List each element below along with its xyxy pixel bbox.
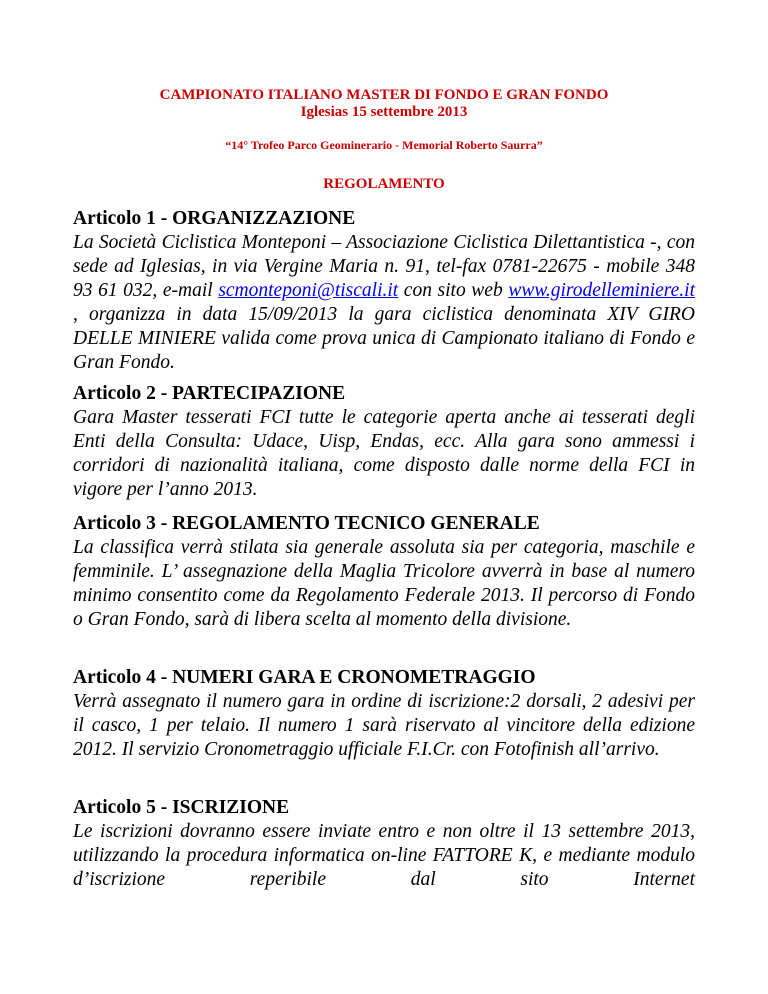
section-title: REGOLAMENTO [323,176,445,192]
trofeo-title: “14° Trofeo Parco Geominerario - Memorial Roberto Saurra” [225,138,543,152]
article-heading: Articolo 3 - REGOLAMENTO TECNICO GENERALE [73,513,540,534]
article-body: Verrà assegnato il numero gara in ordine di iscrizione:2 dorsali, 2 adesivi per il casco, 1 per telaio. Il numero 1 sarà riservato al vincitore della edizione 2012. Il servizio Cronometraggio ufficiale F.I.Cr. con Fotofinish all’arrivo. [73,691,695,760]
article-1 [73,207,695,375]
article-body [73,231,695,375]
article-3 [73,512,695,632]
article-body: La classifica verrà stilata sia generale assoluta sia per categoria, maschile e femminile. L’ assegnazione della Maglia Tricolore avverrà in base al numero minimo consentito come da Regolamento Federale 2013. Il percorso di Fondo o Gran Fondo, sarà di libera scelta al momento della divisione. [73,537,695,630]
article-heading: Articolo 1 - ORGANIZZAZIONE [73,208,356,229]
article-text: La Società Ciclistica Monteponi – Associazione Ciclistica Dilettantistica -, con sede ad Iglesias, in via Vergine Maria n. 91, tel-fax 0781-22675 - mobile 348 93 61 032, e-mail [73,232,695,301]
article-2 [73,382,695,502]
article-heading: Articolo 2 - PARTECIPAZIONE [73,383,346,404]
website-link[interactable]: www.girodelleminiere.it [508,280,695,301]
article-4 [73,666,695,762]
email-link[interactable]: scmonteponi@tiscali.it [218,280,399,301]
article-heading: Articolo 5 - ISCRIZIONE [73,797,290,818]
article-heading: Articolo 4 - NUMERI GARA E CRONOMETRAGGIO [73,667,536,688]
article-text: con sito web [398,280,509,301]
article-text: , organizza in data 15/09/2013 la gara ciclistica denominata XIV GIRO DELLE MINIERE valida come prova unica di Campionato italiano di Fondo e Gran Fondo. [73,304,695,373]
document-title: CAMPIONATO ITALIANO MASTER DI FONDO E GRAN FONDO [159,87,609,103]
document-subtitle: Iglesias 15 settembre 2013 [300,104,468,120]
article-body: Gara Master tesserati FCI tutte le categorie aperta anche ai tesserati degli Enti della Consulta: Udace, Uisp, Endas, ecc. Alla gara sono ammessi i corridori di nazionalità italiana, come disposto dalle norme della FCI in vigore per l’anno 2013. [73,407,695,500]
article-body: Le iscrizioni dovranno essere inviate entro e non oltre il 13 settembre 2013, utilizzando la procedura informatica on-line FATTORE K, e mediante modulo d’iscrizione reperibile dal sito Internet [73,821,695,890]
article-5 [73,796,695,892]
